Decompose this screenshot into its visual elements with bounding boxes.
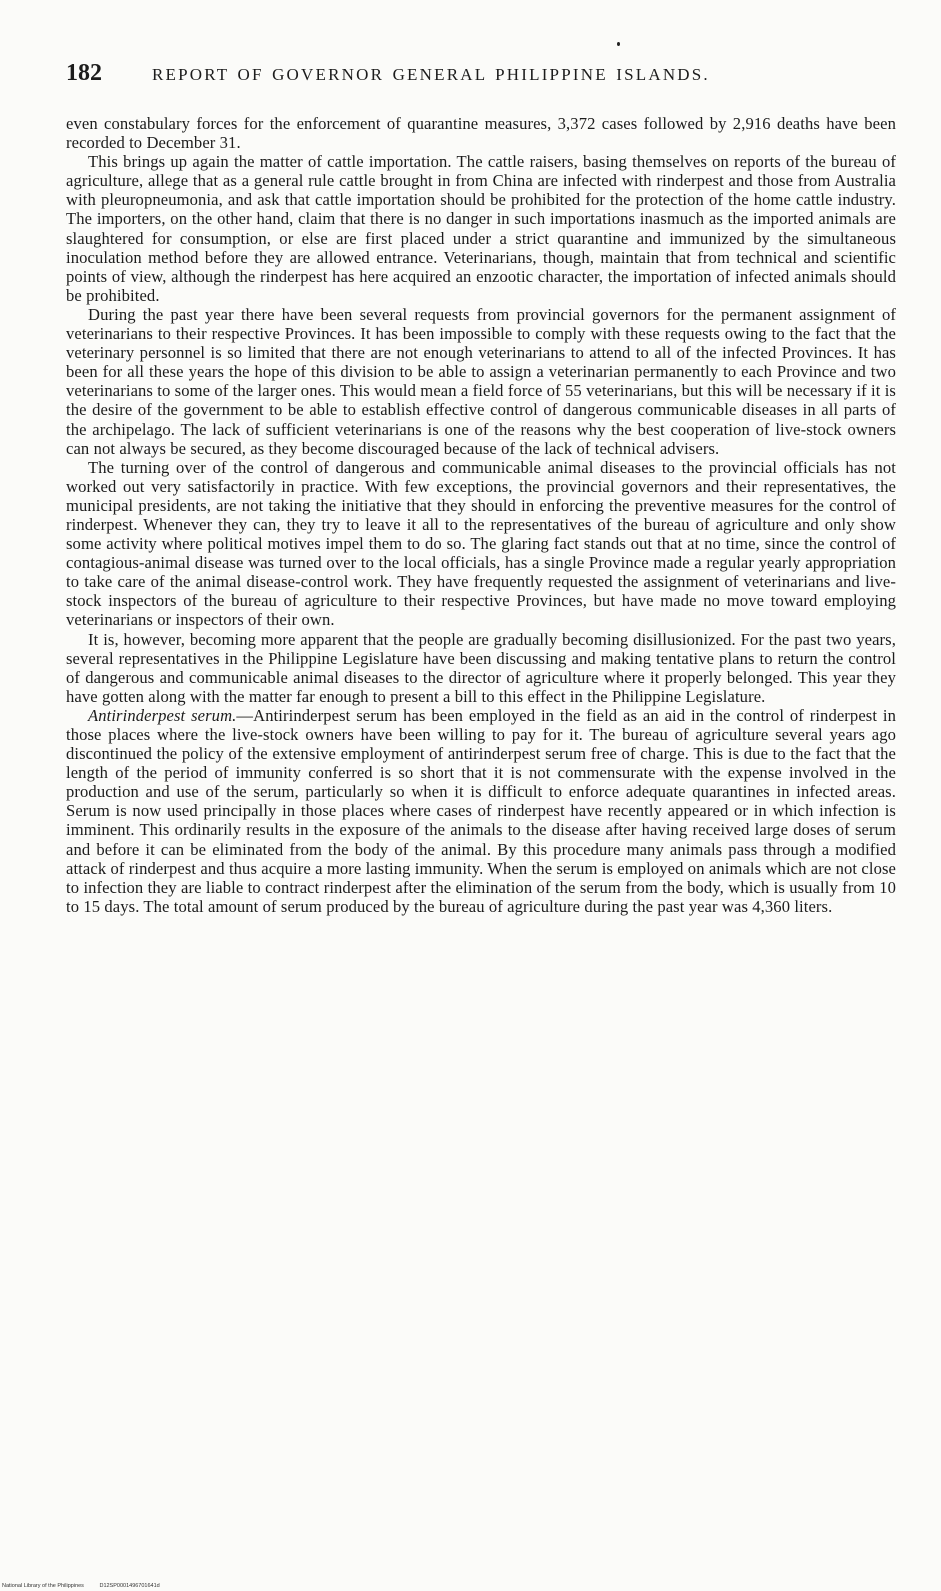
footer-library: National Library of the Philippines [2, 1583, 84, 1589]
serum-section-text: —Antirinderpest serum has been employed in the field as an aid in the control of rinderpest in those places where the live-stock owners have been willing to pay for it. The bureau of agriculture several years ago discontinued the policy of the extensive employment of antirinderpest serum free of charge. This is due to the fact that the length of the period of immunity conferred is so short that it is not commensurate with the expense involved in the production and use of the serum, particularly so when it is difficult to enforce adequate quarantines in infected areas. Serum is now used principally in those places where cases of rinderpest have recently appeared or in which infection is imminent. This ordinarily results in the exposure of the animals to the disease after having received large doses of serum and before it can be eliminated from the body of the animal. By this procedure many animals pass through a modified attack of rinderpest and thus acquire a more lasting immunity. When the serum is employed on animals which are not close to infection they are liable to contract rinderpest after the elimination of the serum from the body, which is usually from 10 to 15 days. The total amount of serum produced by the bureau of agriculture during the past year was 4,360 liters. [66, 705, 897, 916]
page-header [66, 60, 896, 100]
running-head: REPORT OF GOVERNOR GENERAL PHILIPPINE ISLANDS. [152, 65, 710, 84]
paragraph-cattle-importation: This brings up again the matter of cattle importation. The cattle raisers, basing themselves on reports of the bureau of agriculture, allege that as a general rule cattle brought in from China are infected with rinderpest and those from Australia with pleuropneumonia, and ask that cattle importation should be prohibited for the protection of the home cattle industry. The importers, on the other hand, claim that there is no danger in such importations inasmuch as the imported animals are slaughtered for consumption, or else are first placed under a strict quarantine and immunized by the simultaneous inoculation method before they are allowed entrance. Veterinarians, though, maintain that from technical and scientific points of view, although the rinderpest has here acquired an enzootic character, the importation of infected animals should be prohibited. [66, 152, 896, 305]
document-page [66, 60, 896, 916]
section-heading-serum: Antirinderpest serum. [88, 705, 237, 725]
footer-identifier: D12SP0001496701641d [99, 1583, 160, 1589]
print-speck [617, 42, 620, 46]
paragraph-veterinarian-requests: During the past year there have been several requests from provincial governors for the permanent assignment of veterinarians to their respective Provinces. It has been impossible to comply with these requests owing to the fact that the veterinary personnel is so limited that there are not enough veterinarians to attend to all of the infected Provinces. It has been for all these years the hope of this division to be able to assign a veterinarian permanently to each Province and two veterinarians to some of the larger ones. This would mean a field force of 55 veterinarians, but this will be necessary if it is the desire of the government to be able to establish effective control of dangerous communicable diseases in all parts of the archipelago. The lack of sufficient veterinarians is one of the reasons why the best cooperation of live-stock owners can not always be secured, as they become discouraged because of the lack of technical advisers. [66, 304, 896, 458]
body-text [66, 114, 896, 916]
page-number: 182 [66, 60, 102, 86]
paragraph-continuation: even constabulary forces for the enforcement of quarantine measures, 3,372 cases followed by 2,916 deaths have been recorded to December 31. [66, 114, 896, 153]
scan-footer [2, 1583, 174, 1589]
paragraph-antirinderpest-serum [66, 706, 896, 916]
paragraph-provincial-control: The turning over of the control of dangerous and communicable animal diseases to the provincial officials has not worked out very satisfactorily in practice. With few exceptions, the provincial governors and their representatives, the municipal presidents, are not taking the initiative that they should in enforcing the preventive measures for the control of rinderpest. Whenever they can, they try to leave it all to the representatives of the bureau of agriculture and only show some activity where political motives impel them to do so. The glaring fact stands out that at no time, since the control of contagious-animal disease was turned over to the local officials, has a single Province made a regular yearly appropriation to take care of the animal disease-control work. They have frequently requested the assignment of veterinarians and live-stock inspectors of the bureau of agriculture to their respective Provinces, but have made no move toward employing veterinarians or inspectors of their own. [66, 457, 896, 630]
paragraph-legislature: It is, however, becoming more apparent that the people are gradually becoming disillusionized. For the past two years, several representatives in the Philippine Legislature have been discussing and making tentative plans to return the control of dangerous and communicable animal diseases to the director of agriculture where it properly belonged. This year they have gotten along with the matter far enough to present a bill to this effect in the Philippine Legislature. [66, 629, 896, 706]
